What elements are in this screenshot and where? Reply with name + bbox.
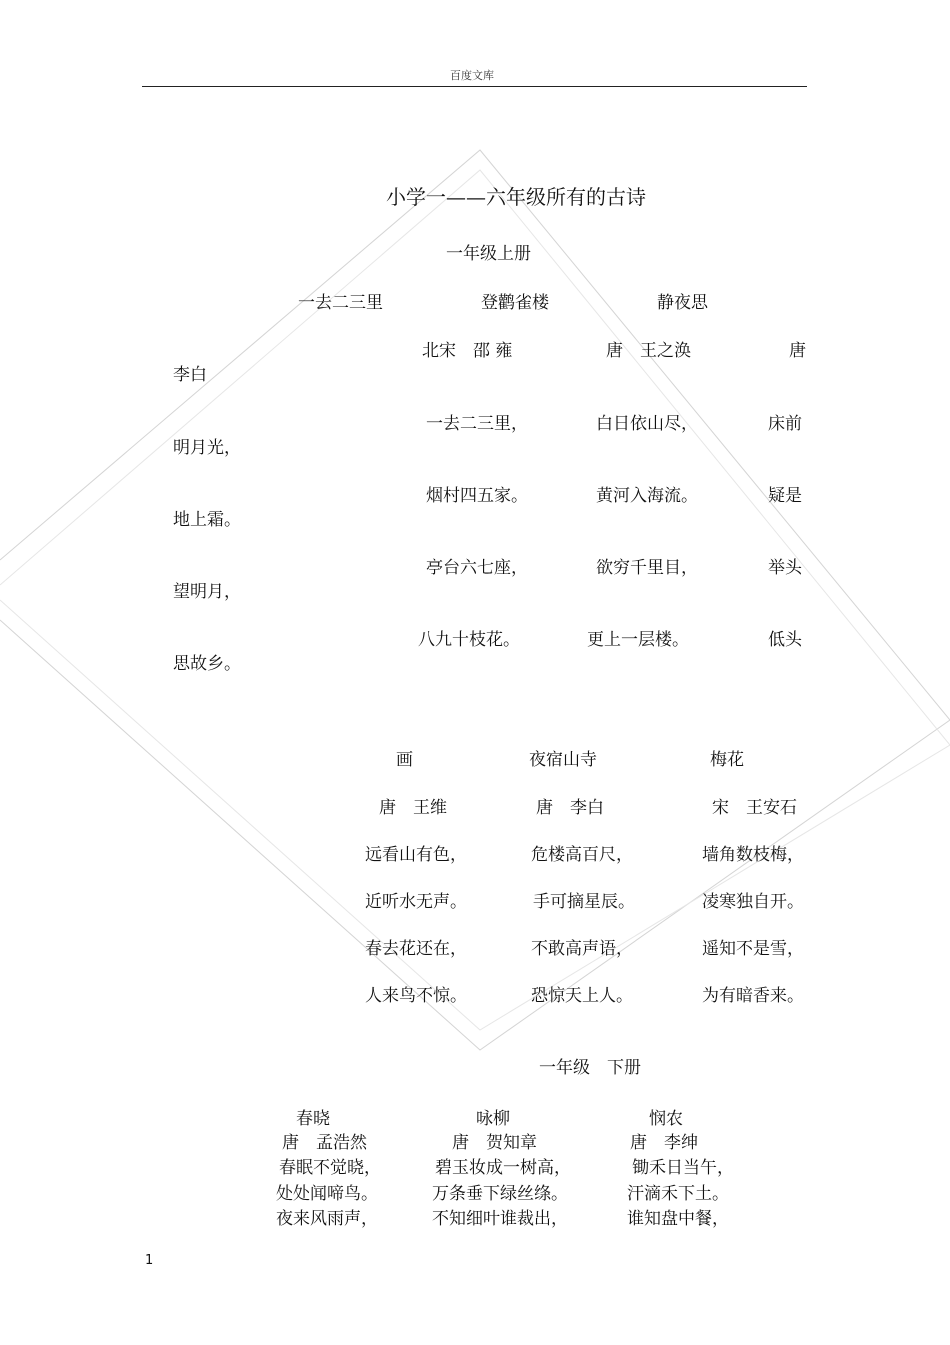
poem-line: 不知细叶谁裁出，: [432, 1209, 568, 1229]
poem-line: 欲穷千里目，: [596, 558, 698, 578]
poem-line: 一去二三里，: [426, 414, 528, 434]
poem-author: 唐 孟浩然: [282, 1133, 367, 1153]
poem-author-part: 李白: [173, 365, 207, 385]
poem-author: 唐 李绅: [630, 1133, 698, 1153]
poem-author: 唐 贺知章: [452, 1133, 537, 1153]
poem-line: 远看山有色，: [365, 845, 467, 865]
poem-title: 夜宿山寺: [529, 750, 597, 770]
poem-line: 春去花还在，: [365, 939, 467, 959]
poem-line: 墙角数枝梅，: [702, 845, 804, 865]
poem-title: 静夜思: [657, 293, 708, 313]
header-source: 百度文库: [450, 69, 494, 82]
poem-line-part: 低头: [768, 630, 802, 650]
poem-line: 不敢高声语，: [531, 939, 633, 959]
poem-line: 夜来风雨声，: [276, 1209, 378, 1229]
poem-author: 唐 李白: [536, 798, 604, 818]
poem-line: 近听水无声。: [365, 892, 467, 912]
poem-title: 梅花: [710, 750, 744, 770]
poem-author: 宋 王安石: [712, 798, 797, 818]
poem-title: 登鹳雀楼: [481, 293, 549, 313]
poem-line: 处处闻啼鸟。: [276, 1184, 378, 1204]
poem-line-part: 望明月，: [173, 582, 241, 602]
poem-line: 更上一层楼。: [587, 630, 689, 650]
poem-line-part: 地上霜。: [173, 510, 241, 530]
poem-line: 白日依山尽，: [596, 414, 698, 434]
poem-line: 手可摘星辰。: [533, 892, 635, 912]
poem-author: 唐 王之涣: [606, 341, 691, 361]
poem-line: 烟村四五家。: [426, 486, 528, 506]
page-number: 1: [145, 1253, 154, 1268]
poem-title: 春晓: [296, 1109, 330, 1129]
poem-line: 恐惊天上人。: [531, 986, 633, 1006]
poem-line: 谁知盘中餐，: [627, 1209, 729, 1229]
page-title: 小学一——六年级所有的古诗: [386, 185, 646, 209]
poem-line: 遥知不是雪，: [702, 939, 804, 959]
header-rule: [142, 86, 807, 87]
poem-author-part: 唐: [789, 341, 806, 361]
poem-line: 汗滴禾下土。: [627, 1184, 729, 1204]
poem-line-part: 床前: [768, 414, 802, 434]
poem-line: 凌寒独自开。: [702, 892, 804, 912]
poem-line: 碧玉妆成一树高，: [435, 1158, 571, 1178]
poem-line: 为有暗香来。: [702, 986, 804, 1006]
poem-line: 万条垂下绿丝绦。: [432, 1184, 568, 1204]
poem-line: 春眠不觉晓，: [279, 1158, 381, 1178]
poem-line-part: 思故乡。: [173, 654, 241, 674]
poem-title: 咏柳: [476, 1109, 510, 1129]
section-heading-grade1-second: 一年级 下册: [539, 1058, 641, 1078]
poem-title: 画: [396, 750, 413, 770]
poem-author: 唐 王维: [379, 798, 447, 818]
poem-line-part: 举头: [768, 558, 802, 578]
poem-line: 锄禾日当午，: [632, 1158, 734, 1178]
poem-author: 北宋 邵 雍: [422, 341, 513, 361]
poem-line: 人来鸟不惊。: [365, 986, 467, 1006]
poem-title: 悯农: [649, 1109, 683, 1129]
poem-line-part: 疑是: [768, 486, 802, 506]
poem-line: 八九十枝花。: [418, 630, 520, 650]
poem-line: 危楼高百尺，: [531, 845, 633, 865]
section-heading-grade1-first: 一年级上册: [446, 244, 531, 264]
poem-line: 黄河入海流。: [596, 486, 698, 506]
poem-line-part: 明月光，: [173, 438, 241, 458]
poem-line: 亭台六七座，: [426, 558, 528, 578]
poem-title: 一去二三里: [298, 293, 383, 313]
